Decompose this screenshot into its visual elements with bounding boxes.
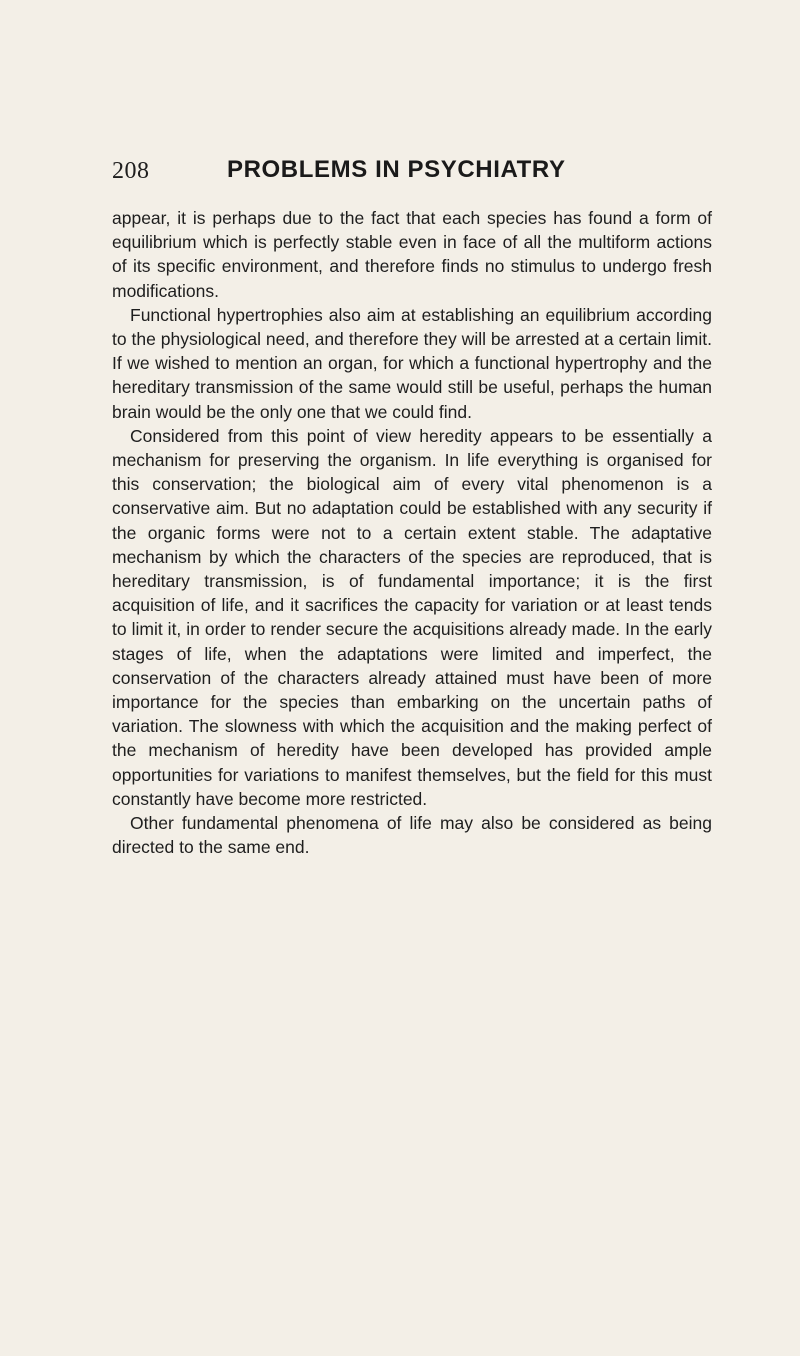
paragraph: Other fundamental phenomena of life may also be considered as being directed to the same end. (112, 813, 712, 858)
paragraph: Considered from this point of view heredity appears to be essentially a mechanism for preserving the organism. In life everything is organised for this conservation; the biological aim of every vital phenomenon is a conservative aim. But no adaptation could be established with any security if the organic forms were not to a certain extent stable. The adaptative mechanism by which the characters of the species are reproduced, that is hereditary transmission, is of fundamental importance; it is the first acquisition of life, and it sacrifices the capacity for variation or at least tends to limit it, in order to render secure the acquisitions already made. In the early stages of life, when the adaptations were limited and imperfect, the conservation of the characters already attained must have been of more importance for the species than embarking on the uncertain paths of variation. The slowness with which the acquisition and the making perfect of the mechanism of heredity have been developed has provided ample opportunities for variations to manifest themselves, but the field for this must constantly have become more restricted. (112, 425, 712, 809)
page-number: 208 (112, 158, 150, 184)
body-text (112, 206, 712, 859)
paragraph: appear, it is perhaps due to the fact that each species has found a form of equilibrium which is perfectly stable even in face of all the multiform actions of its specific environment, and therefore finds no stimulus to undergo fresh modifications. (112, 208, 712, 301)
running-head: PROBLEMS IN PSYCHIATRY (227, 156, 566, 183)
paragraph: Functional hypertrophies also aim at establishing an equilibrium according to the physiological need, and therefore they will be arrested at a certain limit. If we wished to mention an organ, for which a functional hypertrophy and the hereditary transmission of the same would still be useful, perhaps the human brain would be the only one that we could find. (112, 304, 712, 422)
